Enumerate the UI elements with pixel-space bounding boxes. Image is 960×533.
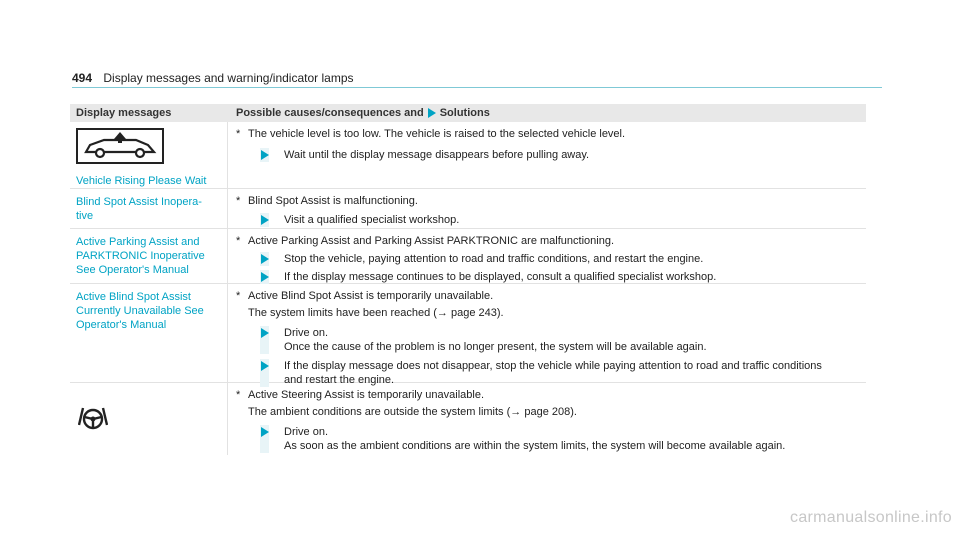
action-text: If the display message continues to be displayed, consult a qualified specialist workshop. xyxy=(284,271,717,283)
action-text: Visit a qualified specialist workshop. xyxy=(284,214,460,226)
action-arrow-icon xyxy=(260,326,269,354)
table-row xyxy=(70,189,866,229)
action-text-line2: and restart the engine. xyxy=(284,374,395,386)
message-blind-spot-line2: tive xyxy=(76,210,94,222)
message-cell xyxy=(70,229,228,283)
watermark: carmanualsonline.info xyxy=(790,509,952,526)
message-cell xyxy=(70,122,228,188)
message-cell xyxy=(70,284,228,382)
message-blind-spot-line1: Blind Spot Assist Inopera- xyxy=(76,196,202,208)
action-item xyxy=(260,425,858,453)
cause-text: Active Blind Spot Assist is temporarily unavailable. xyxy=(248,290,494,302)
messages-table xyxy=(70,104,866,455)
message-parking-line2: PARKTRONIC Inoperative xyxy=(76,250,205,262)
note-text: The ambient conditions are outside the system limits (→ page 208). xyxy=(248,406,577,418)
solution-cell xyxy=(228,122,866,188)
message-vehicle-rising: Vehicle Rising Please Wait xyxy=(76,175,207,187)
action-arrow-icon xyxy=(260,359,269,387)
action-text-line1: If the display message does not disappear, stop the vehicle while paying attention to road and traffic conditions xyxy=(284,360,822,372)
action-item xyxy=(260,148,858,162)
action-item xyxy=(260,326,858,354)
action-arrow-icon xyxy=(260,270,269,284)
action-arrow-icon xyxy=(260,425,269,453)
cause-text: Blind Spot Assist is malfunctioning. xyxy=(248,195,418,207)
bullet-marker: * xyxy=(236,389,241,401)
bullet-marker: * xyxy=(236,290,241,302)
steering-assist-icon xyxy=(78,405,221,435)
cause-text: Active Parking Assist and Parking Assist PARKTRONIC are malfunctioning. xyxy=(248,235,614,247)
section-title: Display messages and warning/indicator lamps xyxy=(103,71,354,85)
message-cell xyxy=(70,383,228,455)
col-header-causes xyxy=(228,106,866,120)
col-header-messages: Display messages xyxy=(76,107,172,119)
solution-cell xyxy=(228,229,866,283)
message-active-blind-line3: Operator's Manual xyxy=(76,319,167,331)
message-cell xyxy=(70,189,228,228)
action-arrow-icon xyxy=(260,252,269,266)
solution-cell xyxy=(228,383,866,455)
page-header xyxy=(72,70,882,86)
action-arrow-icon xyxy=(260,148,269,162)
action-text-line2: Once the cause of the problem is no longer present, the system will be available again. xyxy=(284,341,707,353)
action-text-line1: Drive on. xyxy=(284,327,329,339)
col-header-solutions-label: Solutions xyxy=(439,107,490,119)
action-item xyxy=(260,270,858,284)
table-header xyxy=(70,104,866,122)
message-active-blind-line1: Active Blind Spot Assist xyxy=(76,291,191,303)
vehicle-level-icon xyxy=(76,128,221,168)
action-text-line1: Drive on. xyxy=(284,426,329,438)
message-parking-line1: Active Parking Assist and xyxy=(76,236,200,248)
solution-arrow-icon xyxy=(428,108,436,118)
page-number: 494 xyxy=(72,71,93,85)
action-text-line2: As soon as the ambient conditions are within the system limits, the system will become available again. xyxy=(284,440,786,452)
solution-cell xyxy=(228,189,866,228)
note-text: The system limits have been reached (→ page 243). xyxy=(248,307,504,319)
message-parking-line3: See Operator's Manual xyxy=(76,264,189,276)
bullet-marker: * xyxy=(236,195,241,207)
table-row xyxy=(70,284,866,386)
message-active-blind-line2: Currently Unavailable See xyxy=(76,305,204,317)
cause-text: The vehicle level is too low. The vehicle is raised to the selected vehicle level. xyxy=(248,128,626,140)
table-row xyxy=(70,383,866,455)
bullet-marker: * xyxy=(236,235,241,247)
solution-cell xyxy=(228,284,866,386)
col-header-causes-label: Possible causes/consequences and xyxy=(236,107,424,119)
action-arrow-icon xyxy=(260,213,269,227)
cause-text: Active Steering Assist is temporarily unavailable. xyxy=(248,389,484,401)
action-item xyxy=(260,252,858,266)
bullet-marker: * xyxy=(236,128,241,140)
table-row xyxy=(70,229,866,284)
header-rule xyxy=(72,87,882,88)
table-row xyxy=(70,122,866,189)
action-text: Wait until the display message disappears before pulling away. xyxy=(284,149,590,161)
action-text: Stop the vehicle, paying attention to road and traffic conditions, and restart the engine. xyxy=(284,253,704,265)
action-item xyxy=(260,213,858,227)
